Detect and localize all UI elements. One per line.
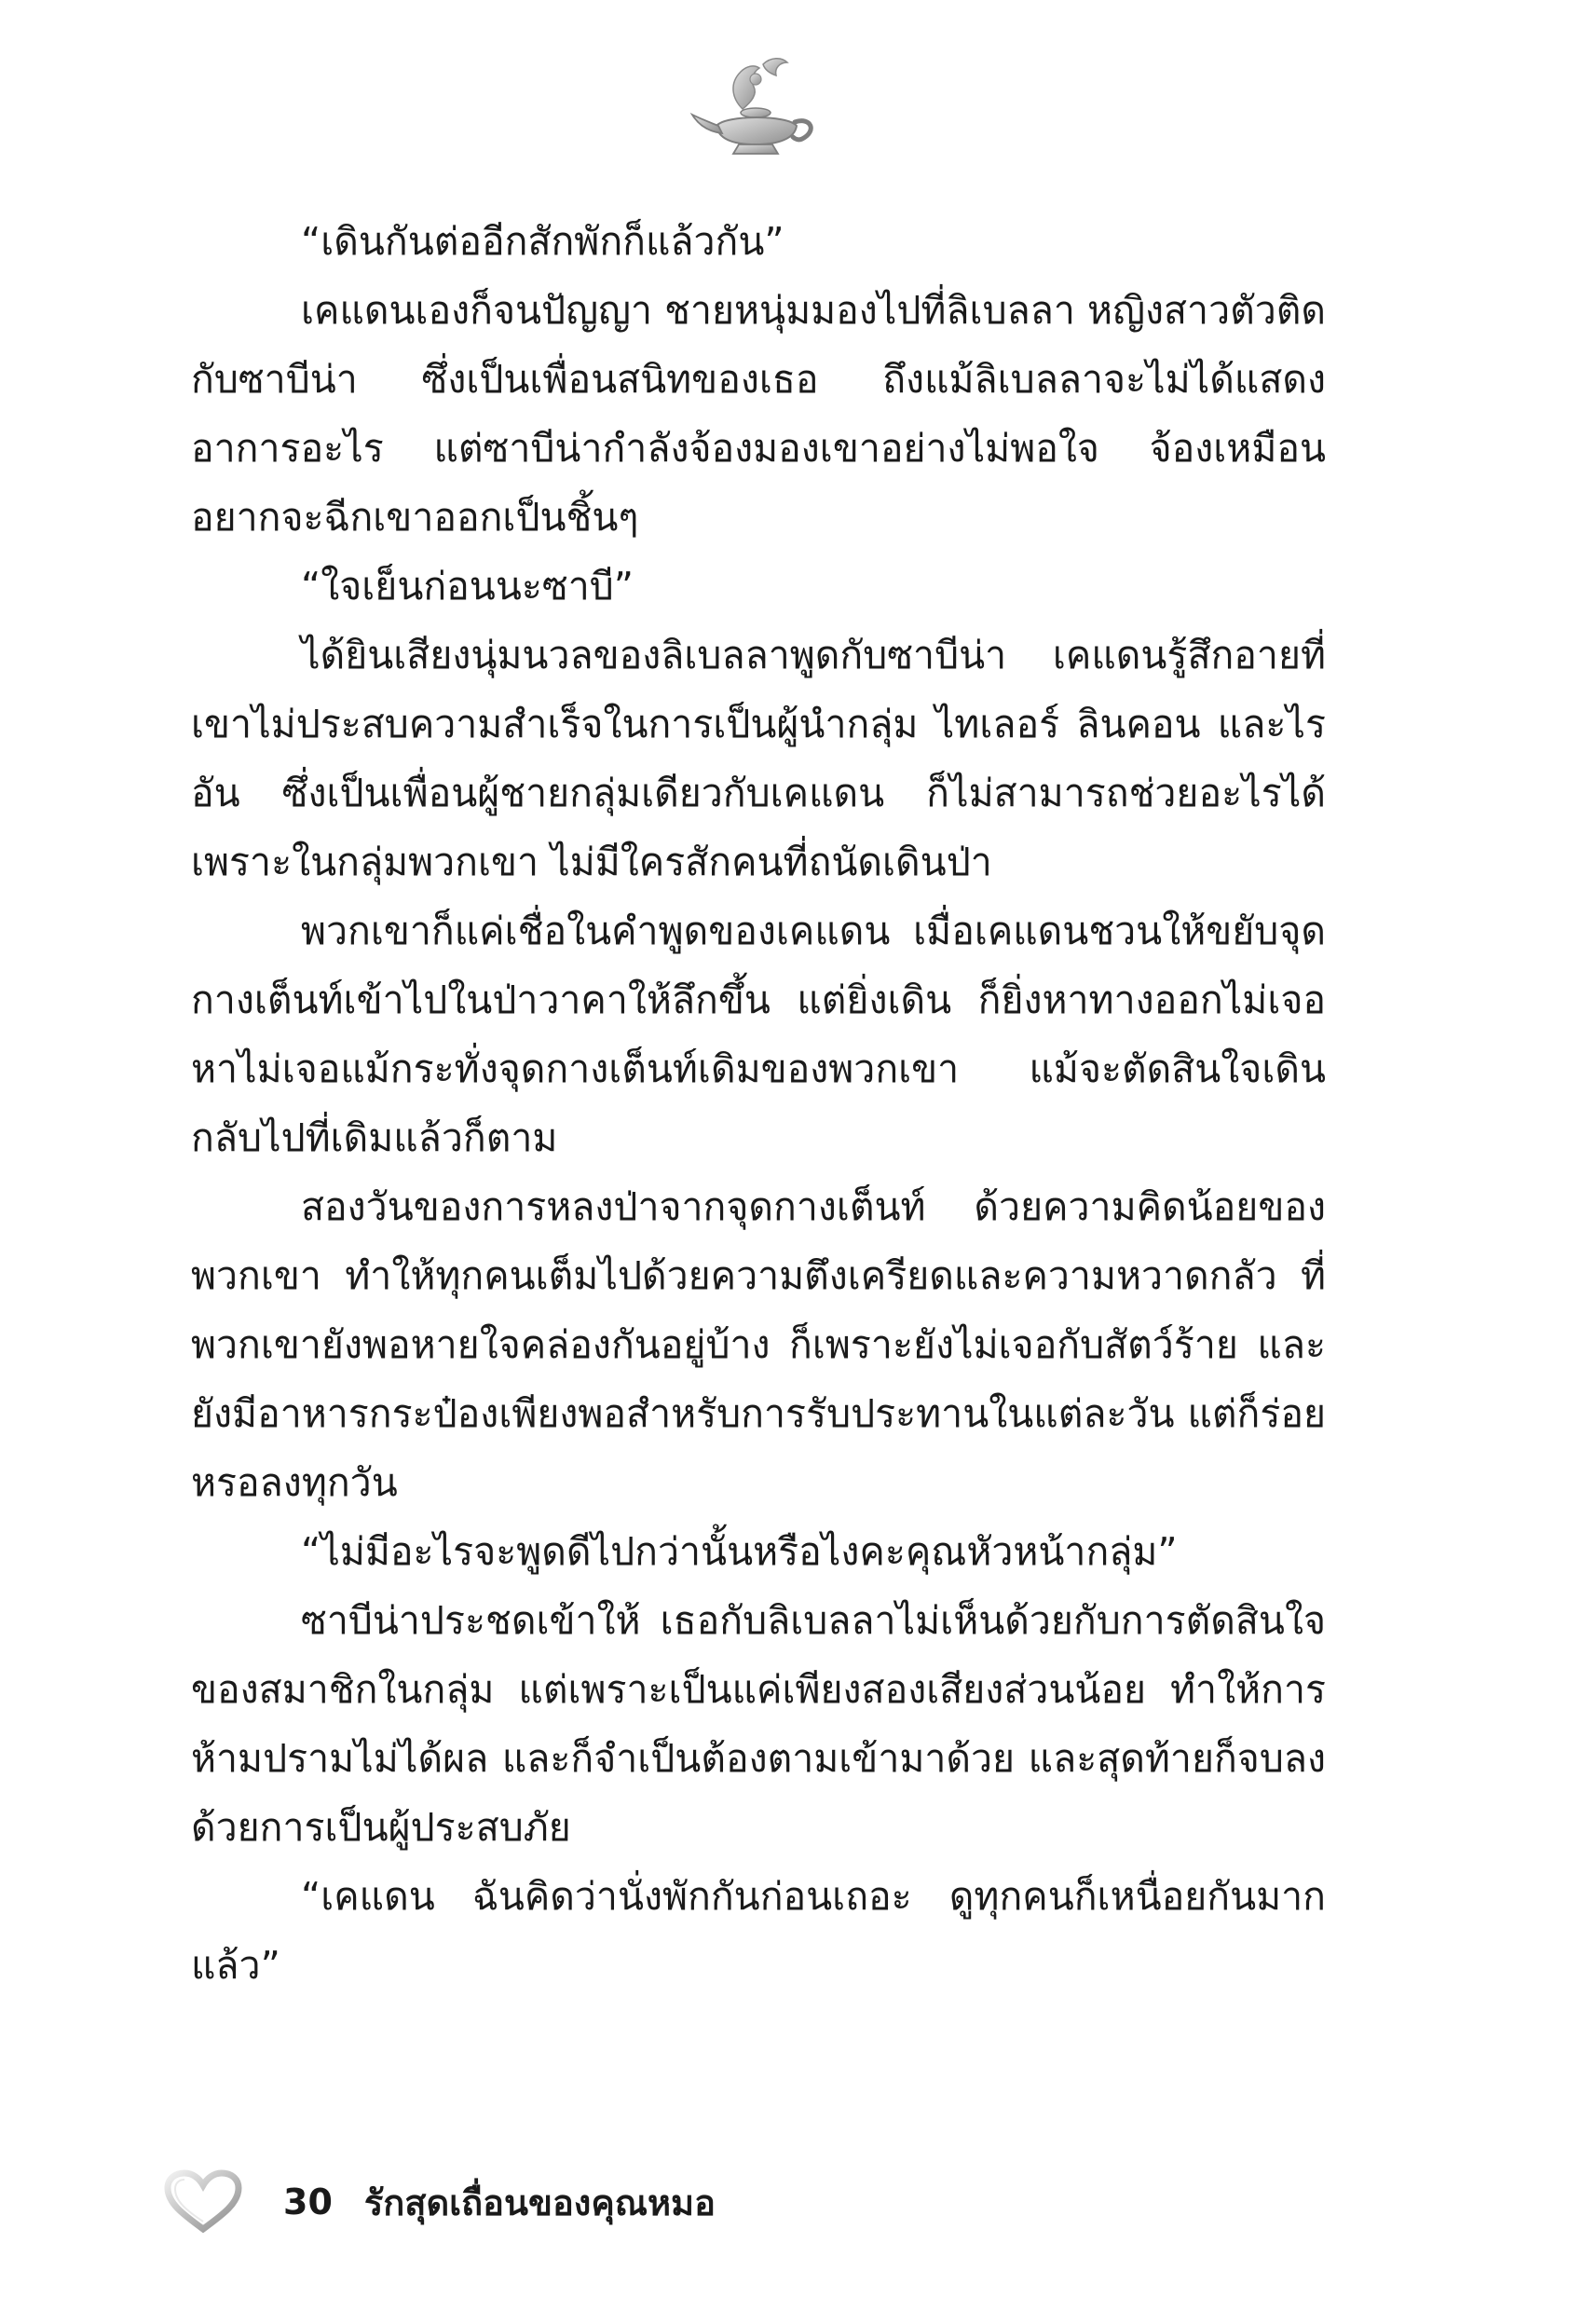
- book-title: รักสุดเถื่อนของคุณหมอ: [363, 2181, 716, 2223]
- paragraph: เคแดนเองก็จนปัญญา ชายหนุ่มมองไปที่ลิเบลลา หญิงสาวตัวติดกับซาบีน่า ซึ่งเป็นเพื่อนสนิทของเธอ ถึงแม้ลิเบลลาจะไม่ได้แสดงอาการอะไร แต่ซาบีน่ากำลังจ้องมองเขาอย่างไม่พอใจ จ้องเหมือนอยากจะฉีกเขาออกเป็นชิ้นๆ: [191, 288, 1326, 540]
- body-text: [191, 207, 1326, 2000]
- paragraph: ซาบีน่าประชดเข้าให้ เธอกับลิเบลลาไม่เห็นด้วยกับการตัดสินใจของสมาชิกในกลุ่ม แต่เพราะเป็นแค่เพียงสองเสียงส่วนน้อย ทำให้การห้ามปรามไม่ได้ผล และก็จำเป็นต้องตามเข้ามาด้วย และสุดท้ายก็จบลงด้วยการเป็นผู้ประสบภัย: [191, 1598, 1326, 1850]
- paragraph: ได้ยินเสียงนุ่มนวลของลิเบลลาพูดกับซาบีน่า เคแดนรู้สึกอายที่เขาไม่ประสบความสำเร็จในการเป็นผู้นำกลุ่ม ไทเลอร์ ลินคอน และไรอัน ซึ่งเป็นเพื่อนผู้ชายกลุ่มเดียวกับเคแดน ก็ไม่สามารถช่วยอะไรได้ เพราะในกลุ่มพวกเขา ไม่มีใครสักคนที่ถนัดเดินป่า: [191, 633, 1326, 884]
- page-footer: [164, 2160, 716, 2244]
- paragraph: “ใจเย็นก่อนนะซาบี”: [301, 564, 634, 609]
- paragraph: พวกเขาก็แค่เชื่อในคำพูดของเคแดน เมื่อเคแดนชวนให้ขยับจุดกางเต็นท์เข้าไปในป่าวาคาให้ลึกขึ้น แต่ยิ่งเดิน ก็ยิ่งหาทางออกไม่เจอ หาไม่เจอแม้กระทั่งจุดกางเต็นท์เดิมของพวกเขา แม้จะตัดสินใจเดินกลับไปที่เดิมแล้วก็ตาม: [191, 909, 1326, 1160]
- paragraph: “เดินกันต่ออีกสักพักก็แล้วกัน”: [301, 219, 784, 264]
- paragraph: สองวันของการหลงป่าจากจุดกางเต็นท์ ด้วยความคิดน้อยของพวกเขา ทำให้ทุกคนเต็มไปด้วยความตึงเครียดและความหวาดกลัว ที่พวกเขายังพอหายใจคล่องกันอยู่บ้าง ก็เพราะยังไม่เจอกับสัตว์ร้าย และยังมีอาหารกระป๋องเพียงพอสำหรับการรับประทานในแต่ละวัน แต่ก็ร่อยหรอลงทุกวัน: [191, 1184, 1326, 1505]
- page-number: 30: [283, 2181, 333, 2222]
- paragraph: “ไม่มีอะไรจะพูดดีไปกว่านั้นหรือไงคะคุณหัวหน้ากลุ่ม”: [301, 1529, 1178, 1574]
- heart-icon: [164, 2169, 242, 2235]
- paragraph: “เคแดน ฉันคิดว่านั่งพักกันก่อนเถอะ ดูทุกคนก็เหนื่อยกันมากแล้ว”: [191, 1874, 1326, 1988]
- genie-lamp-icon: [685, 51, 825, 163]
